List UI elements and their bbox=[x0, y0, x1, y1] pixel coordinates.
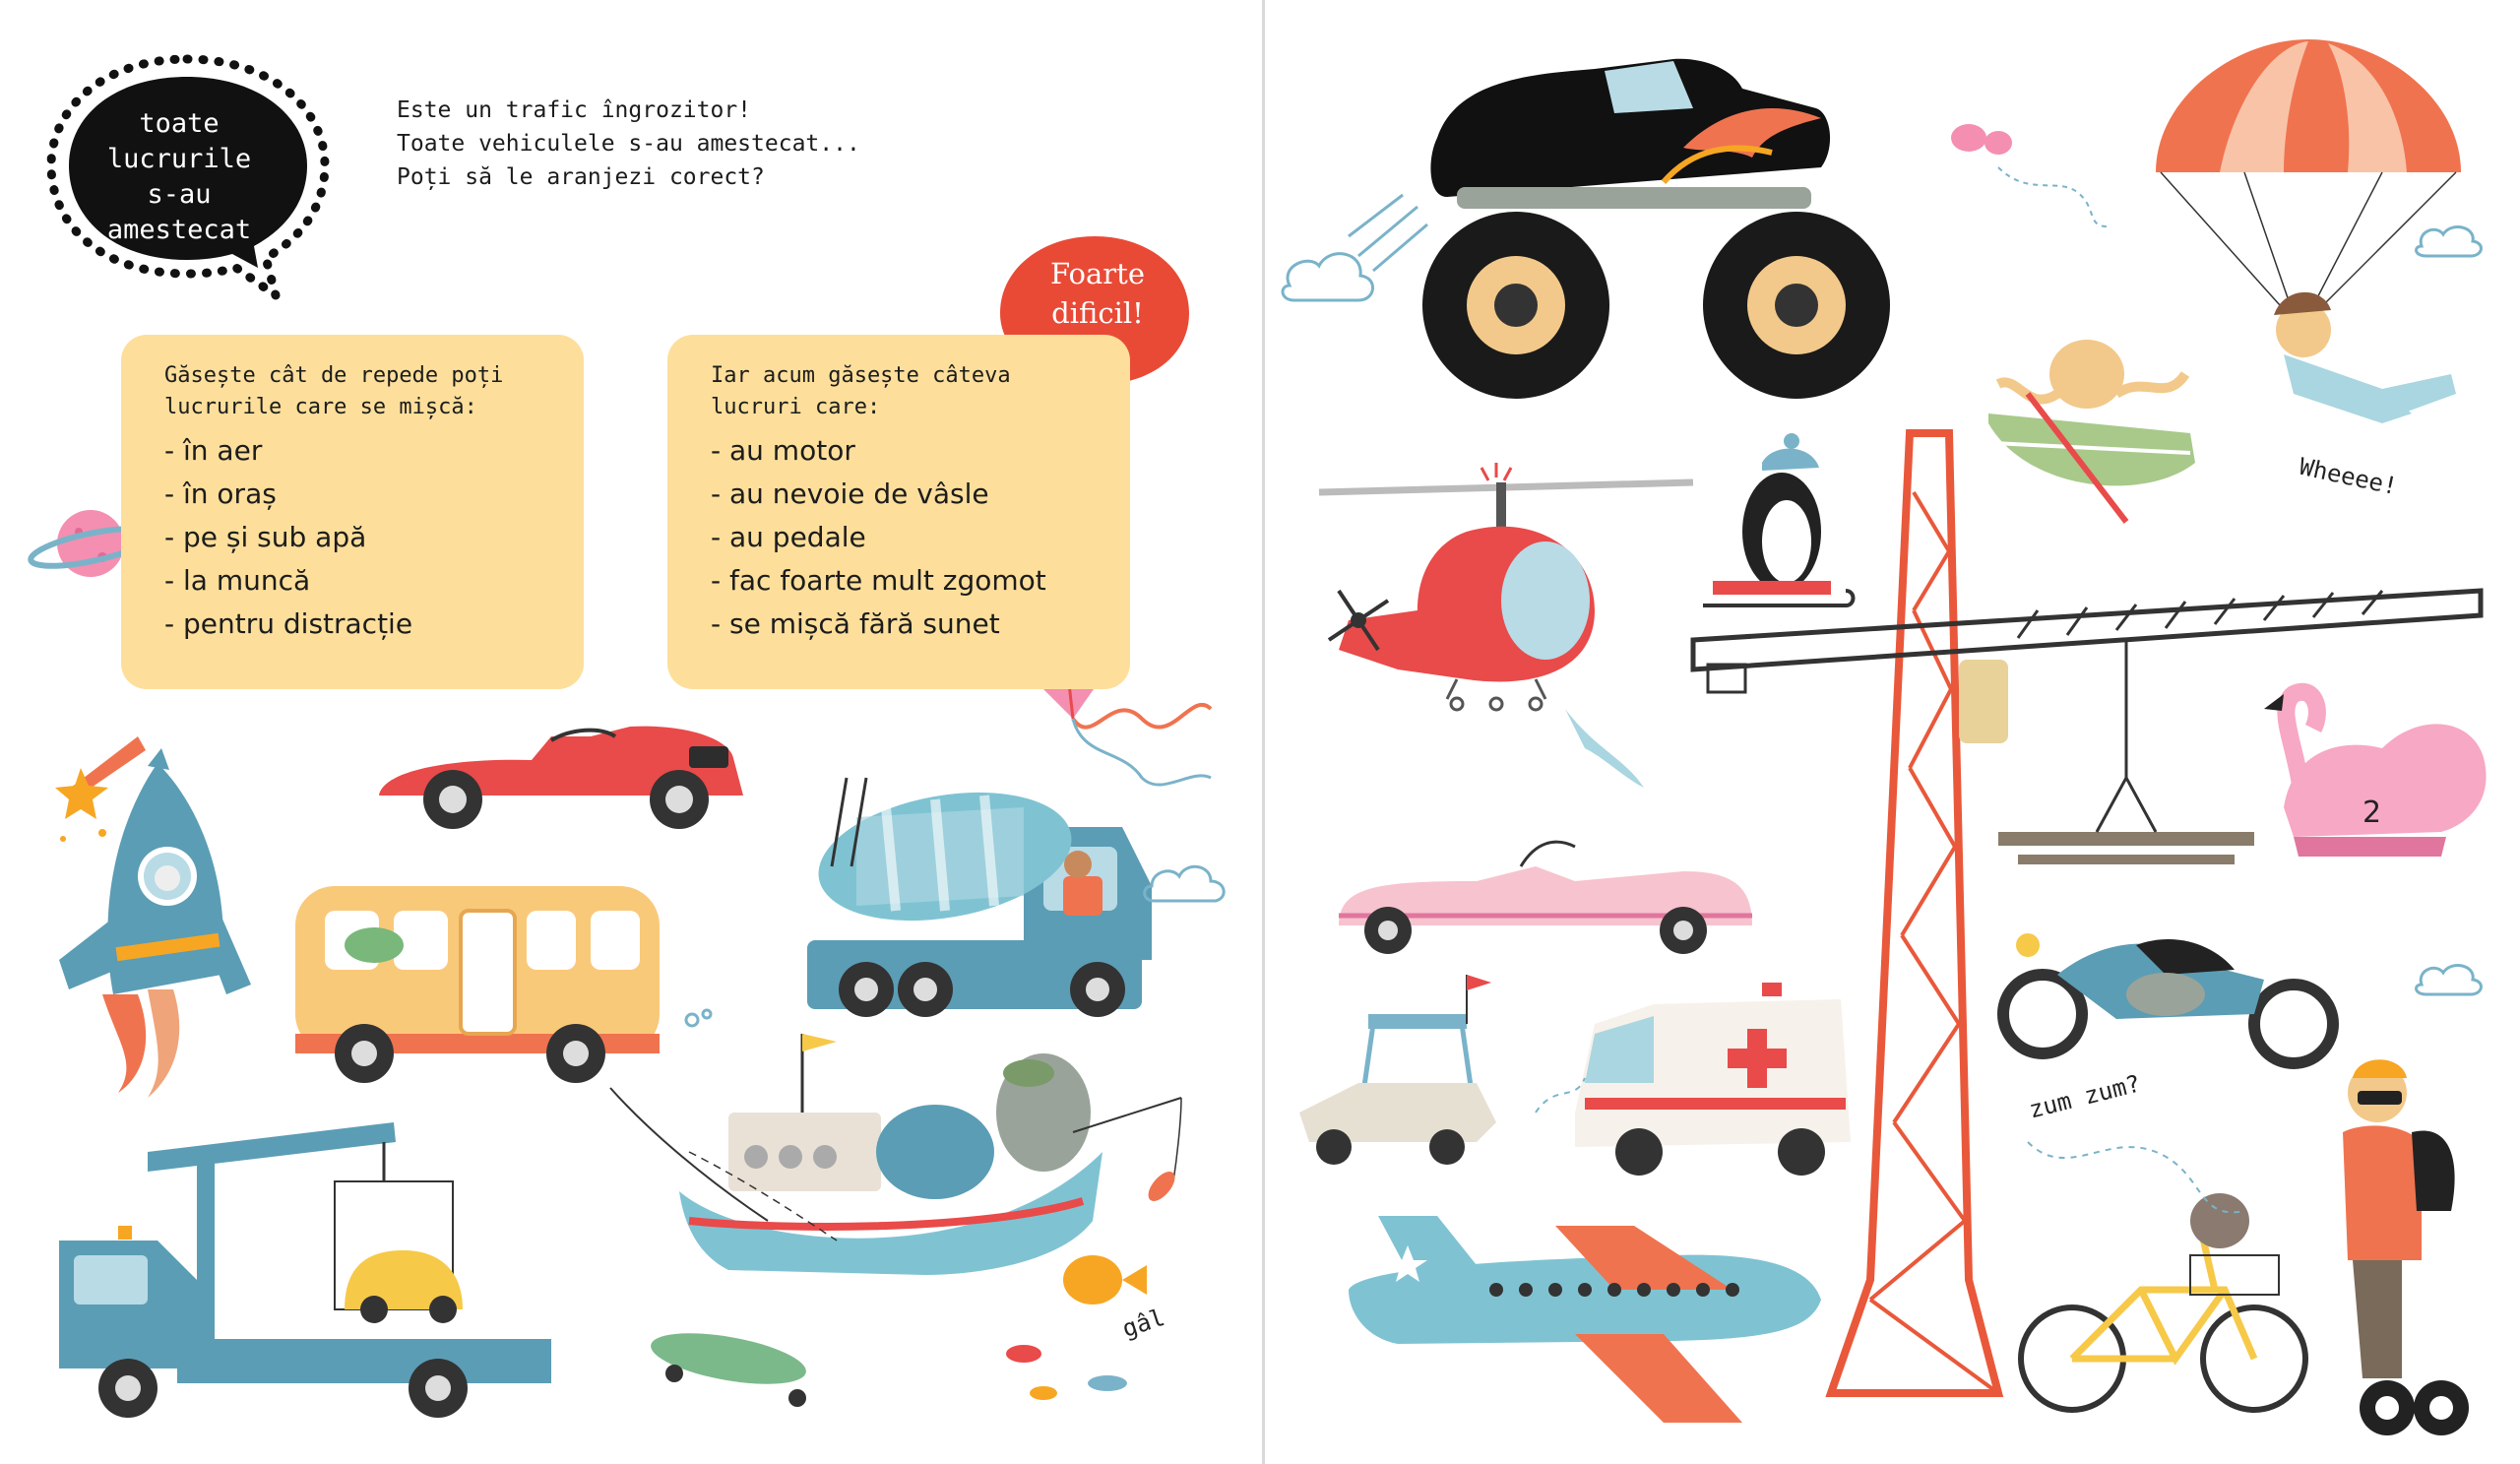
monster-truck-icon bbox=[1349, 59, 1890, 399]
fishing-boat-icon bbox=[610, 1034, 1181, 1275]
badge-line-2: dificil! bbox=[1051, 296, 1144, 330]
list-item: - au nevoie de vâsle bbox=[711, 477, 989, 510]
list-item: - au motor bbox=[711, 434, 855, 467]
list-item: - pe și sub apă bbox=[164, 521, 367, 553]
hoverboard-person-icon bbox=[2343, 1059, 2469, 1435]
list-item: - la muncă bbox=[164, 564, 311, 597]
wheee-caption: Wheeee! bbox=[2297, 452, 2400, 501]
task-list-left bbox=[164, 429, 584, 646]
bubble-line-1: toate lucrurile bbox=[106, 108, 252, 174]
task-list-right bbox=[711, 429, 1130, 646]
task-box-right bbox=[667, 335, 1130, 689]
svg-text:2: 2 bbox=[2362, 796, 2382, 830]
task-box-left bbox=[121, 335, 584, 689]
penguin-sled-icon bbox=[1703, 433, 1854, 605]
task-box-right-lead bbox=[711, 360, 1130, 423]
red-sports-car-icon bbox=[379, 727, 743, 829]
intro-line-1: Este un trafic îngrozitor! bbox=[397, 97, 752, 123]
intro-line-3: Poți să le aranjezi corect? bbox=[397, 164, 765, 190]
helicopter-icon bbox=[1319, 463, 1693, 788]
lead-line-1: Iar acum găsește câteva bbox=[711, 363, 1011, 388]
lead-line-2: lucruri care: bbox=[711, 395, 881, 419]
intro-line-2: Toate vehiculele s-au amestecat... bbox=[397, 131, 860, 157]
list-item: - au pedale bbox=[711, 521, 866, 553]
golf-cart-icon bbox=[1299, 975, 1601, 1165]
zum-caption: zum zum? bbox=[2026, 1069, 2144, 1124]
bicycle-icon bbox=[2021, 1193, 2305, 1410]
ambulance-icon bbox=[1575, 983, 1851, 1176]
lead-line-1: Găsește cât de repede poți bbox=[164, 363, 504, 388]
skateboard-icon bbox=[647, 1323, 809, 1407]
list-item: - în oraș bbox=[164, 477, 277, 510]
lead-line-2: lucrurile care se mișcă: bbox=[164, 395, 477, 419]
intro-text bbox=[397, 94, 860, 194]
list-item: - se mișcă fără sunet bbox=[711, 607, 1000, 640]
task-box-left-lead bbox=[164, 360, 584, 423]
pink-convertible-icon bbox=[1339, 842, 1752, 954]
list-item: - fac foarte mult zgomot bbox=[711, 564, 1046, 597]
parachute-icon bbox=[2156, 39, 2461, 423]
flamingo-pedalo-icon bbox=[2264, 692, 2487, 857]
bubble-caption bbox=[81, 106, 278, 248]
butterfly-icon bbox=[1951, 124, 2107, 226]
cement-truck-icon bbox=[807, 774, 1152, 1017]
tow-truck-icon bbox=[59, 1122, 551, 1418]
airplane-icon bbox=[1349, 1216, 1821, 1423]
bus-icon bbox=[295, 886, 660, 1083]
list-item: - în aer bbox=[164, 434, 263, 467]
fish-caption: gâl bbox=[1118, 1303, 1168, 1344]
difficulty-badge-text bbox=[1024, 254, 1171, 333]
badge-line-1: Foarte bbox=[1050, 257, 1145, 290]
list-item: - pentru distracție bbox=[164, 607, 413, 640]
rowboat-icon bbox=[1988, 340, 2195, 522]
bubble-line-2: s-au amestecat bbox=[106, 179, 252, 245]
motorcycle-icon bbox=[2003, 933, 2333, 1063]
